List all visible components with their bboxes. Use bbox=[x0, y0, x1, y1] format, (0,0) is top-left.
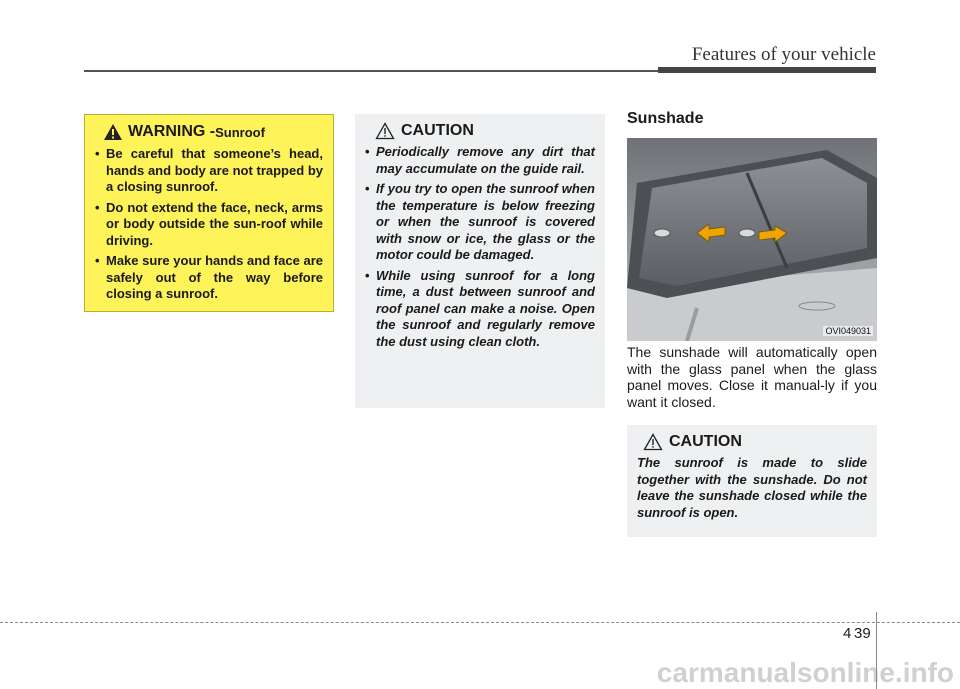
warning-subtitle: Sunroof bbox=[215, 124, 265, 140]
section-title: Sunshade bbox=[627, 110, 704, 127]
caution-list bbox=[365, 144, 595, 350]
sunshade-photo bbox=[627, 138, 877, 341]
caution-title: CAUTION bbox=[669, 433, 742, 450]
header-title: Features of your vehicle bbox=[691, 44, 876, 65]
list-item: • Periodically remove any dirt that may accumulate on the guide rail. bbox=[365, 144, 595, 177]
sunroof-illustration bbox=[627, 138, 877, 341]
caution-title: CAUTION bbox=[401, 122, 474, 139]
image-code: OVI049031 bbox=[825, 326, 871, 336]
list-item: • If you try to open the sunroof when the temperature is below freezing or when the sunroof is covered with snow or ice, the glass or the motor could be damaged. bbox=[365, 181, 595, 264]
caution-icon bbox=[643, 433, 663, 451]
warning-box bbox=[84, 114, 334, 312]
caution-text: The sunroof is made to slide together with the sunshade. Do not leave the sunshade closed while the sunroof is open. bbox=[637, 455, 867, 520]
warning-title: WARNING - bbox=[128, 123, 216, 140]
footer-rule bbox=[0, 622, 960, 623]
list-item: • Be careful that someone’s head, hands and body are not trapped by a closing sunroof. bbox=[95, 146, 323, 196]
header-rule-accent bbox=[658, 67, 876, 73]
caution-icon bbox=[375, 122, 395, 140]
warning-icon bbox=[103, 123, 123, 141]
chapter-number: 4 bbox=[843, 625, 852, 642]
watermark: carmanualsonline.info bbox=[656, 657, 954, 688]
caution-heading bbox=[375, 122, 595, 140]
caution-box bbox=[627, 425, 877, 537]
list-item: • Make sure your hands and face are safely out of the way before closing a sunroof. bbox=[95, 253, 323, 303]
list-item: • Do not extend the face, neck, arms or body outside the sun-roof while driving. bbox=[95, 200, 323, 250]
sunshade-description: The sunshade will automatically open with the glass panel when the glass panel moves. Close it manual-ly if you want it closed. bbox=[627, 344, 877, 410]
caution-box bbox=[355, 114, 605, 408]
warning-list bbox=[95, 146, 323, 303]
page-number: 39 bbox=[854, 625, 871, 642]
caution-heading bbox=[643, 433, 867, 451]
list-item: • While using sunroof for a long time, a dust between sunroof and roof panel can make a noise. Open the sunroof and regularly remove the dust using clean cloth. bbox=[365, 268, 595, 351]
warning-heading bbox=[103, 123, 323, 141]
